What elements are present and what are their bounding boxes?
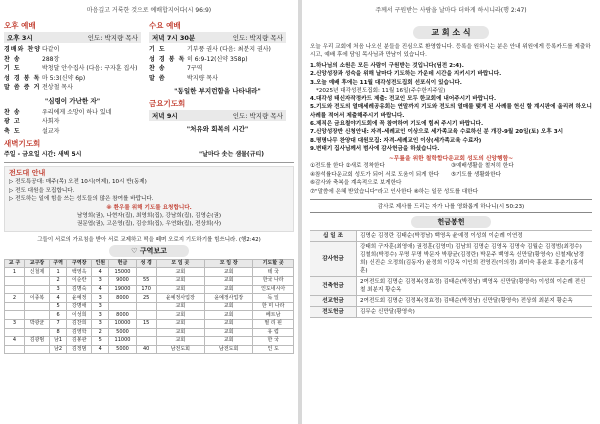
table-cell: 7 [49,320,66,329]
dawn-text: "날마다 솟는 샘물(규티) [199,151,264,158]
order-key: 광 고 [4,118,21,125]
table-cell: 3 [92,294,109,303]
afternoon-worship [0,18,145,136]
table-cell: 9000 [109,277,136,286]
table-cell: 박광균 [25,320,50,329]
afternoon-time: 오후 3시 [7,34,33,42]
practice-item: ③예배생활을 철저히 한다 [451,163,514,170]
table-cell: 테 국 [253,268,294,277]
divider [4,162,294,163]
table-cell: 4 [92,268,109,277]
table-cell: 남전도회 [156,345,204,354]
table-cell [25,285,50,294]
table-cell: 남2 [49,345,66,354]
table-cell: 김찬희 [67,320,92,329]
friday-time: 저녁 9시 [152,112,178,120]
order-key: 성 경 봉 독 [4,74,41,82]
table-cell [25,328,50,337]
church-news-label: 교 회 소 식 [413,26,488,39]
news-item: 8.명명나무 찬양대 대원모집: 자격-세례교인 이상(세가족교육 수료자) [310,137,482,144]
table-cell: 3 [92,311,109,320]
table-row [5,302,294,311]
order-row [4,64,141,74]
offering-row [310,231,592,242]
group-report-title [109,245,189,257]
order-value: 우리에게 소망이 하나 있네 [42,108,112,116]
church-news-title [302,20,600,39]
table-cell: 독 일 [253,294,294,303]
table-row [5,345,294,354]
table-cell: 55 [136,277,156,286]
table-cell [25,277,50,286]
table-cell [5,328,25,337]
table-cell: 교회 [156,337,204,346]
order-row [4,117,141,127]
offering-row [310,296,592,307]
offering-category: 건축헌금 [310,277,357,296]
order-value: 전상철 목사 [42,84,73,91]
col-header: 인원 [92,259,109,268]
col-header: 모 임 곳 [156,259,204,268]
offering-names: 2여전도회 김명순 김정복(정효정) 김태순(박정남) 백영옥 신만달(황영숙) 이성희 이순례 전신철 최분지 황순옥 [357,277,593,296]
table-cell: 김봉관 [67,337,92,346]
order-value: 박청달 안수집사 (다음: 구자훈 집사) [42,65,138,72]
practice-closing: ⑦"말씀에 은혜 받았습니다"라고 인사한다 ⑧하는 일꾼 성도를 대한다 [310,188,479,195]
news-list [302,62,600,153]
wednesday-worship [145,18,290,136]
table-row [5,337,294,346]
table-cell: 19000 [109,285,136,294]
table-cell: 15 [136,320,156,329]
order-row [4,55,141,65]
order-value: 박지량 목사 [187,74,218,82]
offering-category: 선교헌금 [310,296,357,307]
table-cell: 5 [49,302,66,311]
order-key: 성 경 봉 독 [149,55,186,63]
guide-line: ▷ 전도 대원을 모집합니다. [9,187,75,194]
news-item: 2.신앙성장과 성숙을 위해 날마다 기도하는 가운데 시간을 지키시기 바랍니다. [310,71,502,78]
guide-title: 전도대 안내 [9,169,46,177]
table-cell: 11000 [109,337,136,346]
table-cell: 교회 [156,285,204,294]
order-key: 기 도 [4,65,21,72]
table-cell: 3 [92,302,109,311]
table-cell: 강명애 [67,302,92,311]
table-cell: 10000 [109,320,136,329]
order-key: 찬 송 [4,55,21,63]
order-value: 기부풍 권사 (다음: 최분지 권사) [187,46,271,53]
table-cell: 3 [5,320,25,329]
news-item: 6.제직은 금요철야기도회에 꼭 참여하여 기도에 힘써 주시기 바랍니다. [310,121,484,128]
news-item: *2025년 대각성전도집회: 11월 16일(주수한지주일) [316,87,446,94]
table-row [5,328,294,337]
practice-item: ④참석률다운교회 성도가 되어 서로 도움이 되게 한다 [310,171,440,178]
offering-row [310,277,592,296]
order-value: 7구역 [187,65,203,72]
order-value: 사회자 [42,118,60,125]
table-cell: 한 미 나라 [253,302,294,311]
table-cell [5,345,25,354]
guide-line: ▷ 전도특공대: 매주(목) 오전 10시(여제), 10시 반(동제) [9,179,147,186]
friday-title: 금요기도회 [149,99,186,108]
faith-practice-list [302,162,600,188]
patient-names: 권문엽(권), 고은영(집), 김승희(집), 우연화(집), 전상희(사) [76,221,222,228]
table-cell: 김명숙 [67,285,92,294]
table-cell: 베트남 [253,311,294,320]
prayer-request-heading: ※ 환우를 위해 기도를 요청합니다. [106,204,192,211]
table-cell: 김정범 [67,345,92,354]
table-cell: 윤예정 [67,294,92,303]
table-cell: 교회 [156,277,204,286]
table-cell: 교회 [156,268,204,277]
table-cell: 4 [5,337,25,346]
order-value: 마 5:3(신약 6p) [42,74,86,82]
table-cell [109,302,136,311]
table-cell: 2 [92,328,109,337]
news-item: 9.변태기 집사님께서 범사에 감사헌금을 하셨습니다. [310,145,440,152]
col-header: 구역 [49,259,66,268]
table-cell: 이종복 [25,294,50,303]
wednesday-leader: 인도: 박지량 목사 [232,34,283,42]
table-cell: 교회 [205,277,253,286]
order-value: 288장 [42,55,60,63]
group-report-table [4,259,294,355]
table-cell: 교회 [156,328,204,337]
right-verse: 감사로 제사를 드리는 자가 나를 영화롭게 하나니(시 50:23) [310,199,592,213]
table-cell: 이성희 [67,311,92,320]
table-cell: 교회 [205,285,253,294]
order-key: 말 씀 [149,74,166,82]
col-header: 헌금 [109,259,136,268]
dawn-prayer [0,138,298,159]
table-cell: 40 [136,345,156,354]
patient-names: 남영희(권), 나현자(집), 최영희(집), 강남희(집), 김영순(권) [76,213,222,220]
table-cell: 윤예정사업장 [205,294,253,303]
table-row [5,277,294,286]
offering-title: 헌금봉헌 [411,216,491,228]
practice-item: ⑤기도를 생활화한다 [451,171,502,178]
welcome-intro: 오늘 우리 교회에 처음 나오신 분들을 진심으로 환영합니다. 등록을 원하시는 분은 안내 위원에게 등록카드를 제출하시고, 예배 후에 담임 목사님과 만남이 있습니다. [310,44,591,58]
offering-names: 김명순 김정란 김태순(박정남) 백영옥 윤예정 이성희 이순례 이연정 [357,231,593,242]
col-header: 교 구 [5,259,25,268]
table-cell: 4 [92,285,109,294]
order-row [4,127,141,137]
offering-names: 2여전도회 김명순 김정복(정효정) 김태순(박정남) 신만달(황영숙) 전상희 최분지 황순옥 [357,296,593,307]
table-cell: 2 [49,277,66,286]
table-cell: 김영학 [67,328,92,337]
table-row [5,311,294,320]
news-item: 4.대각성 태신자작정카드 제출: 전교인 모두 한교회에 내어주시기 바랍니다. [310,96,497,103]
afternoon-bar [4,32,141,43]
table-cell [5,302,25,311]
afternoon-leader: 인도: 박지량 목사 [87,34,138,42]
table-cell: 한국 나라 [253,277,294,286]
guide-line: ▷ 전도하는 일에 힘을 쓰는 성도들의 많은 참여를 바랍니다. [9,196,154,203]
order-key: 기 도 [149,46,166,53]
order-row [4,83,141,93]
table-cell [25,345,50,354]
offering-row [310,242,592,277]
table-cell: 5000 [109,345,136,354]
offering-row [310,307,592,318]
table-cell: 5 [92,337,109,346]
table-cell: 1 [49,268,66,277]
table-cell: 인도네시아 [253,285,294,294]
offering-category: 감사헌금 [310,242,357,277]
table-cell: 유 럽 [253,328,294,337]
friday-leader: 인도: 박지량 목사 [232,112,283,120]
order-value: 다같이 [42,46,60,53]
table-cell: 4 [49,294,66,303]
col-header: 기도할 곳 [253,259,294,268]
news-item: 7.신앙성장반 신청안내: 자격-세례교인 이상으로 세가족교육 수료하신 분 개강-9월 20일(토) 오후 3시 [310,129,563,136]
table-cell [136,311,156,320]
table-cell [25,311,50,320]
news-item: 5.기도와 전도의 열매세례공유회는 연말까지 기도와 전도의 열매를 맺게 된 사례를 헌신 할 계시판에 올리려 하오니 사례를 적어서 제출해주시기 바랍니다. [310,104,592,119]
order-row [149,74,286,84]
order-row [149,55,286,65]
table-cell: 이순란 [67,277,92,286]
table-cell [136,337,156,346]
offering-names: 강태희 구자훈(최영애) 권정훈(김영미) 김남희 김명순 김영옥 김명숙 김월순 김정범(최정수) 김철희(박정수) 무명 무명 박문자 박광균(김정란) 박문주 백영옥 신만달(황영숙) 신철제(남경희) 신진순 오정희(김동자) 윤정희 이강옥 이인희 전영진(이의정) 최미숙 홍윤호 홍춘기(홍석훈) [357,242,593,277]
table-cell [25,302,50,311]
dawn-title: 새벽기도회 [4,139,41,148]
col-header: 구역장 [67,259,92,268]
table-cell: 5000 [109,328,136,337]
order-key: 찬 송 [4,108,21,116]
table-cell: 교회 [205,302,253,311]
afternoon-title: 오후 예배 [4,21,36,30]
table-cell: 필 리 핀 [253,320,294,329]
order-key: 말 씀 증 거 [4,84,41,91]
table-row [5,294,294,303]
col-header: 모 임 장 [205,259,253,268]
table-cell: 3 [92,320,109,329]
table-cell: 백영옥 [67,268,92,277]
wednesday-title: 수요 예배 [149,21,181,30]
table-cell [5,277,25,286]
wednesday-bar [149,32,286,43]
order-row [4,45,141,55]
table-row [5,268,294,277]
dawn-row [4,150,294,159]
order-row [4,74,141,84]
evangelism-guide [4,166,294,232]
order-key: 찬 송 [149,65,166,72]
table-cell: 3 [49,285,66,294]
friday-bar [149,110,286,121]
table-cell: 6 [49,311,66,320]
worship-columns [0,18,298,136]
lightbulb-icon: ♡ [131,246,138,255]
table-cell: 한 국 [253,337,294,346]
practice-item: ①전도를 한다 ②새로 정착한다 [310,163,385,170]
news-item: 3.오늘 예배 후에는 11월 대각성전도집회 선포식이 있습니다. [310,79,462,86]
left-page [0,0,298,424]
table-cell [136,268,156,277]
table-cell [136,328,156,337]
friday-sermon-title: "처유와 회복의 시간" [186,125,249,133]
offering-category: 십 일 조 [310,231,357,242]
offering-names: 김무순 신만달(황영숙) [357,307,593,318]
table-cell: 25 [136,294,156,303]
afternoon-sermon-title: "심령이 가난한 자" [44,96,101,105]
table-cell: 인 도 [253,345,294,354]
table-cell [136,302,156,311]
order-value: 설교자 [42,127,60,135]
table-cell: 교회 [205,311,253,320]
table-cell: 신철제 [25,268,50,277]
table-cell: 교회 [205,320,253,329]
table-cell [5,311,25,320]
table-cell: 2 [5,294,25,303]
table-cell: 윤예정사업장 [156,294,204,303]
table-cell: 교회 [205,328,253,337]
table-cell: 15000 [109,268,136,277]
offering-category: 전도헌금 [310,307,357,318]
table-cell: 1 [5,268,25,277]
faith-practice-heading: ~무릎을 위한 철학합다운교회 성도의 신앙행함~ [388,156,514,163]
table-cell: 8 [49,328,66,337]
left-banner: 마음깊고 거룩한 것으로 예배합지어다(시 96:9) [86,7,212,14]
right-page [302,0,600,424]
table-header-row [5,259,294,268]
table-cell: 남전도회 [205,345,253,354]
left-verse: 그들이 서로의 가르침을 받아 서로 교제하고 떡을 떼며 오로지 기도하기를 힘쓰니라. (행2:42) [37,236,261,243]
practice-item [451,179,592,188]
table-cell: 교회 [205,268,253,277]
wednesday-sermon-title: "동일한 부지런함을 나타내라" [174,87,261,95]
offering-table [310,230,592,318]
order-row [149,45,286,55]
table-cell: 교회 [156,311,204,320]
practice-item: ⑥감사와 축복을 계속적으로 보게한다 [310,180,402,187]
order-value: 히 6:9-12(신약 358p) [187,55,248,63]
table-cell: 남1 [49,337,66,346]
table-cell: 8000 [109,294,136,303]
table-cell: 교회 [205,337,253,346]
table-row [5,285,294,294]
table-cell: 3 [92,277,109,286]
group-report-label: 구역보고 [139,246,167,255]
order-row [149,64,286,74]
table-row [5,320,294,329]
table-cell: 교회 [156,302,204,311]
group-table-body [5,268,294,354]
table-cell: 4 [92,345,109,354]
order-row [4,108,141,118]
table-cell: 170 [136,285,156,294]
right-banner: 주께서 구원받는 사람을 날마다 더하게 하시니라(행 2:47) [375,7,527,14]
news-item: 1.하나님의 소원은 모든 사람이 구원받는 것입니다(딤전 2:4). [310,63,464,69]
wednesday-time: 저녁 7시 30분 [152,34,196,42]
dawn-time: 주일 - 금요일 시간: 새벽 5시 [4,151,82,158]
table-cell: 김광범 [25,337,50,346]
col-header: 교구장 [25,259,50,268]
table-cell: 8000 [109,311,136,320]
col-header: 성 경 [136,259,156,268]
order-key: 축 도 [4,127,21,135]
order-key: 경배와 찬양 [4,46,42,53]
table-cell [5,285,25,294]
table-cell: 교회 [156,320,204,329]
